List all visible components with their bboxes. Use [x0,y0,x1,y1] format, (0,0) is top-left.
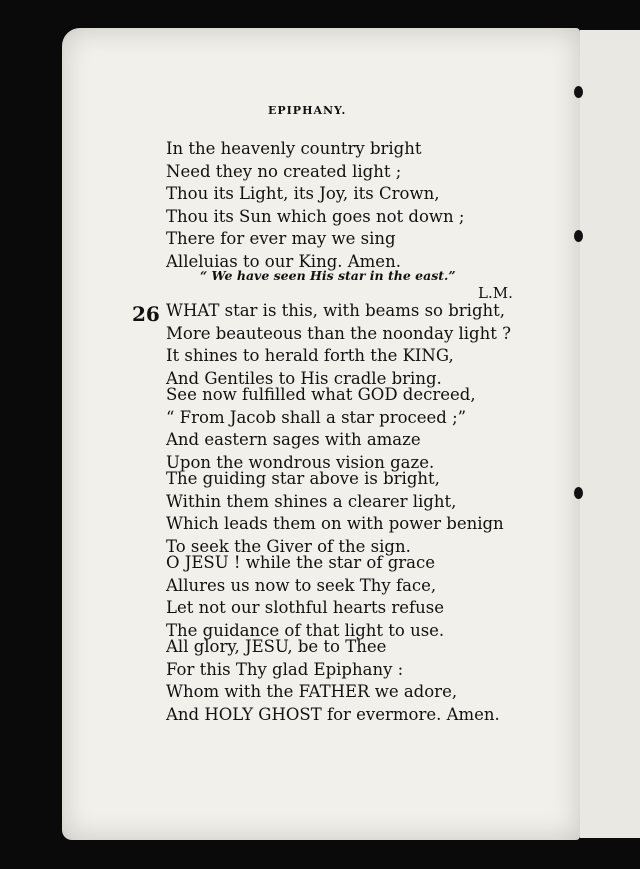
verse-line: Which leads them on with power benign [166,514,504,533]
running-head: EPIPHANY. [268,104,347,117]
verse-line: Let not our slothful hearts refuse [166,598,444,617]
verse-line: Need they no created light ; [166,161,402,181]
stanza-1 [166,300,511,390]
verse-line: More beauteous than the noonday light ? [166,323,511,343]
stanza-5 [166,636,500,726]
verse-line: Whom with the FATHER we adore, [166,682,458,701]
verse-line: Alleluias to our King. Amen. [166,251,401,271]
verse-line: Within them shines a clearer light, [166,491,457,511]
stanza-3 [166,468,504,558]
verse-line: Thou its Sun which goes not down ; [166,206,465,226]
verse-line: It shines to herald forth the KING, [166,346,454,365]
verse-line: In the heavenly country bright [166,139,422,158]
stanza-4 [166,552,444,642]
verse-line: See now fulfilled what GOD decreed, [166,385,476,404]
verse-line: Allures us now to seek Thy face, [166,575,437,595]
verse-line: For this Thy glad Epiphany : [166,659,404,679]
verse-line: And HOLY GHOST for evermore. Amen. [166,704,500,724]
previous-hymn-ending [166,138,464,273]
verse-line: WHAT star is this, with beams so bright, [166,301,506,320]
verse-line: There for ever may we sing [166,229,396,248]
verse-line: “ From Jacob shall a star proceed ;” [166,407,467,427]
verse-line: O JESU ! while the star of grace [166,553,435,572]
verse-line: And Gentiles to His cradle bring. [166,368,442,388]
hymn-motto: “ We have seen His star in the east.” [200,268,456,283]
verse-line: The guiding star above is bright, [166,469,440,488]
verse-line: The guidance of that light to use. [166,620,445,640]
hymn-number: 26 [132,302,160,326]
verse-line: Thou its Light, its Joy, its Crown, [166,184,440,203]
hymn-meter: L.M. [478,284,513,302]
verse-line: All glory, JESU, be to Thee [166,637,387,656]
stanza-2 [166,384,476,474]
verse-line: And eastern sages with amaze [166,430,421,449]
verse-line: To seek the Giver of the sign. [166,536,411,556]
verse-line: Upon the wondrous vision gaze. [166,452,435,472]
